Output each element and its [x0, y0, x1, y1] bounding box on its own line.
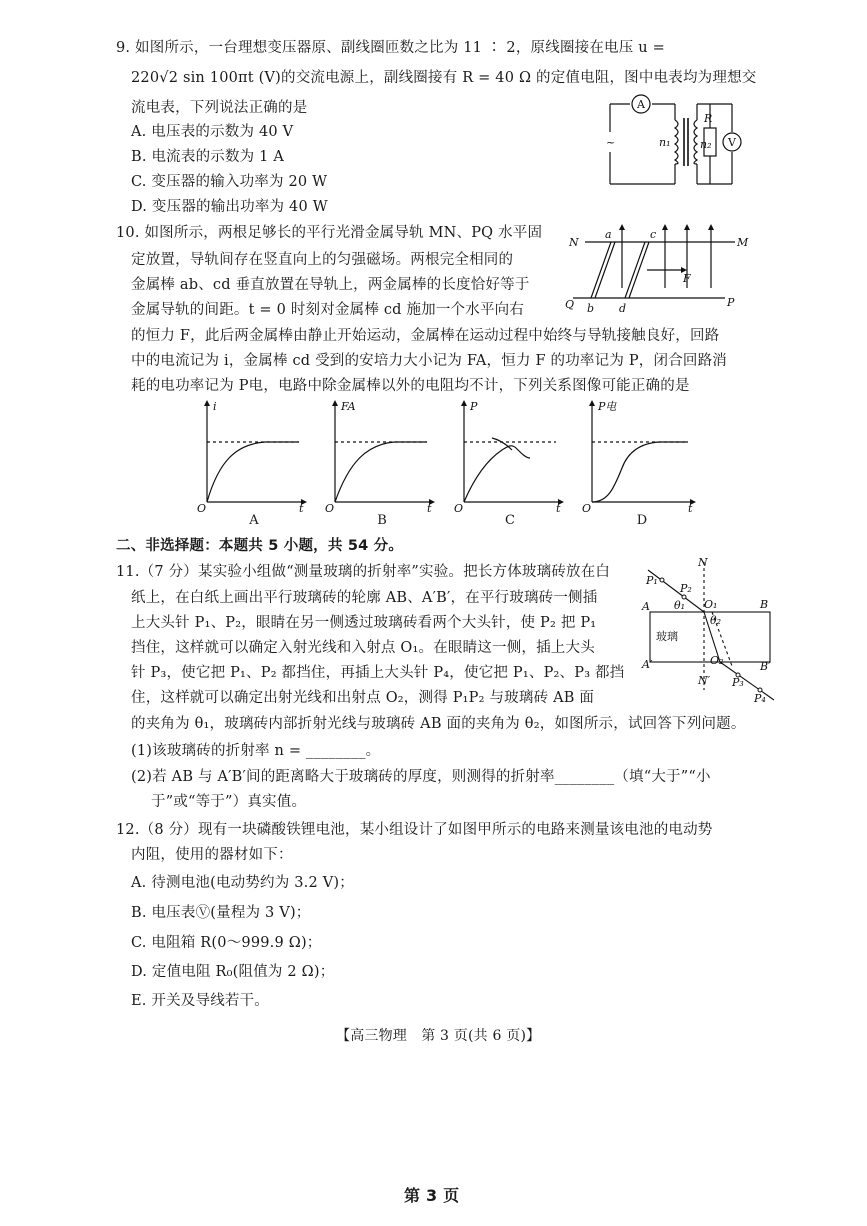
graph-d-x-label: t: [688, 502, 693, 513]
q12-item-c: C. 电阻箱 R(0～999.9 Ω)；: [131, 935, 322, 951]
rail-label-n: N: [569, 236, 579, 249]
page-footer: 【高三物理 第 3 页(共 6 页)】: [336, 1028, 541, 1044]
q9-line-1: 9. 如图所示，一台理想变压器原、副线圈匝数之比为 11 ∶ 2，原线圈接在电压 u =: [116, 40, 665, 56]
pin-label-p3: P₃: [732, 676, 744, 689]
q10-line-5: 的恒力 F，此后两金属棒由静止开始运动，金属棒在运动过程中始终与导轨接触良好，回路: [131, 328, 720, 344]
q10-line-1: 10. 如图所示，两根足够长的平行光滑金属导轨 MN、PQ 水平固: [116, 225, 543, 241]
rod-label-a: a: [605, 228, 612, 241]
q9-line-2: 220√2 sin 100πt (V)的交流电源上，副线圈接有 R = 40 Ω 的定值电阻，图中电表均为理想交: [131, 70, 757, 86]
rod-label-b: b: [587, 302, 595, 315]
q11-line-7: 的夹角为 θ₁，玻璃砖内部折射光线与玻璃砖 AB 面的夹角为 θ₂，如图所示，试回答下列问题。: [131, 716, 746, 732]
graph-b-y-label: FA: [341, 400, 356, 413]
q11-part-2: (2)若 AB 与 A′B′间的距离略大于玻璃砖的厚度，则测得的折射率________（填“大于”“小: [131, 769, 711, 785]
q9-option-c: C. 变压器的输入功率为 20 W: [131, 174, 328, 190]
q12-line-1: 12.（8 分）现有一块磷酸铁锂电池，某小组设计了如图甲所示的电路来测量该电池的电动势: [116, 822, 713, 838]
q12-item-a: A. 待测电池(电动势约为 3.2 V)；: [131, 875, 354, 891]
page-number-label: 第 3 页: [404, 1186, 460, 1205]
rail-label-m: M: [737, 236, 749, 249]
rod-label-d: d: [619, 302, 627, 315]
n2-label: n₂: [700, 138, 712, 151]
graph-c-origin: O: [454, 502, 464, 513]
voltmeter-label: V: [728, 136, 736, 149]
graph-a-caption: A: [249, 513, 259, 528]
graph-b: [323, 398, 438, 513]
graph-d-y-label: P电: [598, 400, 617, 413]
graph-b-caption: B: [377, 513, 387, 528]
graph-a: [195, 398, 310, 513]
graph-d-origin: O: [582, 502, 592, 513]
q9-line-3: 流电表，下列说法正确的是: [131, 100, 308, 116]
graph-b-x-label: t: [427, 502, 432, 513]
q12-item-d: D. 定值电阻 R₀(阻值为 2 Ω)；: [131, 964, 335, 980]
section-2-header: 二、非选择题：本题共 5 小题，共 54 分。: [116, 538, 404, 554]
point-label-o2: O₂: [710, 654, 724, 667]
angle-label-theta1: θ₁: [674, 599, 686, 612]
graph-a-x-label: t: [299, 502, 304, 513]
q11-line-3: 上大头针 P₁、P₂，眼睛在另一侧透过玻璃砖看两个大头针，使 P₂ 把 P₁: [131, 615, 597, 631]
q12-item-b: B. 电压表Ⓥ(量程为 3 V)；: [131, 905, 311, 921]
q11-part-1: (1)该玻璃砖的折射率 n = ________。: [131, 743, 381, 759]
q9-option-a: A. 电压表的示数为 40 V: [131, 124, 294, 140]
angle-label-theta2: θ₂: [710, 614, 722, 627]
q9-option-b: B. 电流表的示数为 1 A: [131, 149, 285, 165]
q10-line-3: 金属棒 ab、cd 垂直放置在导轨上，两金属棒的长度恰好等于: [131, 277, 530, 293]
q12-line-2: 内阻，使用的器材如下：: [131, 847, 293, 863]
corner-label-b-prime: B′: [760, 660, 771, 673]
normal-label-n: N: [698, 556, 708, 569]
resistor-label: R: [704, 112, 713, 125]
graph-a-origin: O: [197, 502, 207, 513]
q10-line-2: 定放置，导轨间存在竖直向上的匀强磁场。两根完全相同的: [131, 252, 514, 268]
q10-line-6: 中的电流记为 i，金属棒 cd 受到的安培力大小记为 FA，恒力 F 的功率记为 P，闭合回路消: [131, 353, 727, 369]
q10-line-4: 金属导轨的间距。t = 0 时刻对金属棒 cd 施加一个水平向右: [131, 302, 525, 318]
q11-line-1: 11.（7 分）某实验小组做“测量玻璃的折射率”实验。把长方体玻璃砖放在白: [116, 564, 611, 580]
refraction-figure: [640, 556, 788, 704]
q11-line-2: 纸上，在白纸上画出平行玻璃砖的轮廓 AB、A′B′，在平行玻璃砖一侧插: [131, 590, 598, 606]
ac-source-label: ~: [606, 136, 616, 149]
rail-label-q: Q: [565, 298, 575, 311]
graph-a-y-label: i: [213, 400, 217, 413]
pin-label-p4: P₄: [754, 692, 766, 704]
ammeter-label: A: [637, 98, 645, 111]
q10-line-7: 耗的电功率记为 P电，电路中除金属棒以外的电阻均不计，下列关系图像可能正确的是: [131, 378, 690, 394]
rails-figure: [565, 222, 755, 318]
graph-c-y-label: P: [470, 400, 478, 413]
graph-b-origin: O: [325, 502, 335, 513]
pin-label-p1: P₁: [646, 574, 658, 587]
rod-label-c: c: [650, 228, 657, 241]
corner-label-a-prime: A′: [642, 658, 653, 671]
n1-label: n₁: [659, 136, 671, 149]
graph-c-x-label: t: [556, 502, 561, 513]
q11-part-2-cont: 于”或“等于”）真实值。: [151, 794, 307, 810]
graph-c-caption: C: [505, 513, 515, 528]
corner-label-b: B: [760, 598, 769, 611]
rail-label-p: P: [727, 296, 735, 309]
q11-line-6: 住，这样就可以确定出射光线和出射点 O₂，测得 P₁P₂ 与玻璃砖 AB 面: [131, 690, 595, 706]
transformer-circuit-figure: [600, 92, 750, 192]
glass-label: 玻璃: [656, 630, 678, 643]
force-label-f: F: [683, 272, 691, 285]
point-label-o1: O₁: [704, 598, 718, 611]
q11-line-4: 挡住，这样就可以确定入射光线和入射点 O₁。在眼睛这一侧，插上大头: [131, 640, 595, 656]
q12-item-e: E. 开关及导线若干。: [131, 993, 270, 1009]
graph-d-caption: D: [636, 513, 648, 528]
graph-d: [580, 398, 700, 513]
q11-line-5: 针 P₃，使它把 P₁、P₂ 都挡住，再插上大头针 P₄，使它把 P₁、P₂、P₃ 都挡: [131, 665, 625, 681]
q9-option-d: D. 变压器的输出功率为 40 W: [131, 199, 328, 215]
graph-c: [452, 398, 567, 513]
pin-label-p2: P₂: [680, 582, 692, 595]
corner-label-a: A: [642, 600, 650, 613]
normal-label-n-prime: N′: [698, 674, 711, 687]
